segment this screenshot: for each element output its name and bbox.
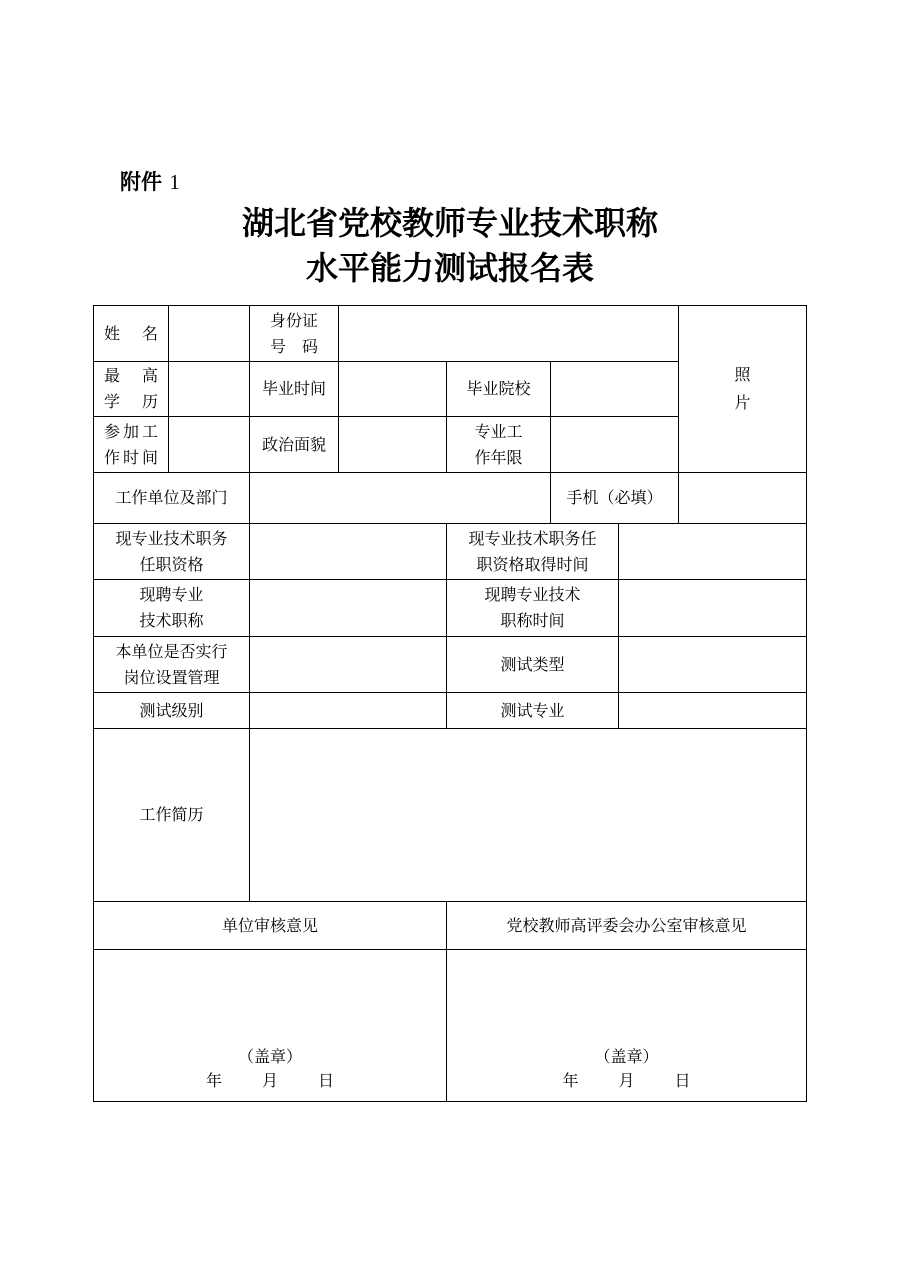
work-start-field[interactable] — [169, 417, 250, 473]
political-status-label: 政治面貌 — [250, 417, 339, 473]
id-number-label-line2: 号 码 — [269, 336, 318, 356]
id-number-label — [250, 306, 339, 362]
unit-review-label: 单位审核意见 — [94, 902, 447, 950]
test-major-field[interactable] — [619, 693, 807, 729]
qualification-time-label — [447, 524, 619, 580]
registration-form-table — [93, 305, 807, 1102]
office-day-label: 日 — [674, 1071, 691, 1090]
work-years-field[interactable] — [551, 417, 679, 473]
test-level-label: 测试级别 — [94, 693, 250, 729]
office-stamp-label: （盖章） — [594, 1047, 659, 1066]
form-title-line1: 湖北省党校教师专业技术职称 — [241, 204, 658, 242]
unit-day-label: 日 — [318, 1071, 335, 1090]
political-status-field[interactable] — [339, 417, 447, 473]
unit-stamp-label: （盖章） — [237, 1047, 302, 1066]
work-start-label-line2: 作时间 — [104, 447, 158, 467]
post-management-field[interactable] — [250, 637, 447, 693]
unit-month-label: 月 — [261, 1071, 278, 1090]
employer-field[interactable] — [250, 473, 551, 524]
hired-time-label-line1: 现聘专业技术 — [484, 585, 581, 604]
education-label — [94, 362, 169, 417]
id-number-field[interactable] — [339, 306, 679, 362]
education-field[interactable] — [169, 362, 250, 417]
unit-review-field[interactable] — [94, 950, 447, 1102]
test-type-label: 测试类型 — [447, 637, 619, 693]
unit-year-label: 年 — [205, 1071, 222, 1090]
hired-time-label — [447, 580, 619, 637]
work-years-label-line1: 专业工 — [474, 421, 523, 441]
education-label-line1: 最 高 — [104, 366, 158, 385]
post-management-label-line2: 岗位设置管理 — [123, 667, 220, 687]
office-date-line — [451, 1069, 802, 1093]
work-years-label-line2: 作年限 — [474, 447, 523, 467]
id-number-label-line1: 身份证 — [269, 310, 318, 330]
graduation-time-field[interactable] — [339, 362, 447, 417]
post-management-label — [94, 637, 250, 693]
graduation-school-label: 毕业院校 — [447, 362, 551, 417]
photo-label-line1: 照 — [734, 365, 751, 384]
hired-time-label-line2: 职称时间 — [500, 611, 565, 630]
employer-label: 工作单位及部门 — [94, 473, 250, 524]
graduation-time-label: 毕业时间 — [250, 362, 339, 417]
hired-time-field[interactable] — [619, 580, 807, 637]
test-level-field[interactable] — [250, 693, 447, 729]
resume-label: 工作简历 — [94, 729, 250, 902]
office-review-field[interactable] — [447, 950, 807, 1102]
work-start-label — [94, 417, 169, 473]
hired-title-label — [94, 580, 250, 637]
post-management-label-line1: 本单位是否实行 — [115, 641, 228, 661]
photo-label-line2: 片 — [734, 393, 751, 412]
office-month-label: 月 — [618, 1071, 635, 1090]
attachment-text: 附件 — [120, 170, 162, 194]
form-title-line2: 水平能力测试报名表 — [305, 249, 594, 287]
photo-box[interactable] — [679, 306, 807, 473]
name-label: 姓 名 — [94, 306, 169, 362]
hired-title-label-line1: 现聘专业 — [139, 585, 204, 604]
qualification-time-label-line2: 职资格取得时间 — [476, 554, 589, 574]
education-label-line2: 学 历 — [104, 392, 158, 411]
unit-date-line — [98, 1069, 442, 1093]
current-qualification-label — [94, 524, 250, 580]
office-review-label: 党校教师高评委会办公室审核意见 — [447, 902, 807, 950]
phone-field[interactable] — [679, 473, 807, 524]
attachment-label — [120, 166, 180, 196]
qualification-time-label-line1: 现专业技术职务任 — [468, 528, 597, 548]
hired-title-label-line2: 技术职称 — [139, 611, 204, 630]
name-field[interactable] — [169, 306, 250, 362]
office-year-label: 年 — [562, 1071, 579, 1090]
phone-label: 手机（必填） — [551, 473, 679, 524]
test-type-field[interactable] — [619, 637, 807, 693]
current-qualification-field[interactable] — [250, 524, 447, 580]
current-qualification-label-line1: 现专业技术职务 — [115, 528, 228, 548]
work-years-label — [447, 417, 551, 473]
test-major-label: 测试专业 — [447, 693, 619, 729]
qualification-time-field[interactable] — [619, 524, 807, 580]
attachment-number: 1 — [169, 170, 180, 194]
hired-title-field[interactable] — [250, 580, 447, 637]
current-qualification-label-line2: 任职资格 — [139, 554, 204, 574]
resume-field[interactable] — [250, 729, 807, 902]
work-start-label-line1: 参加工 — [104, 421, 158, 441]
graduation-school-field[interactable] — [551, 362, 679, 417]
